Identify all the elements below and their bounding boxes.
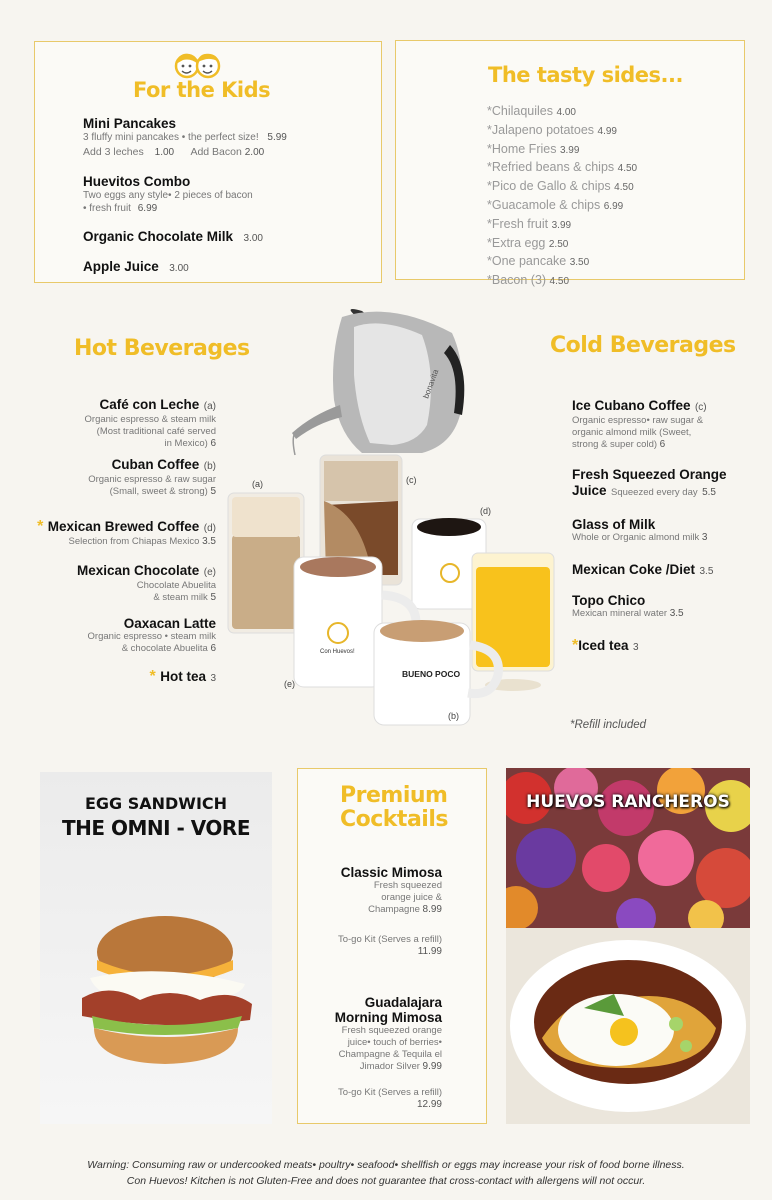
warning-line-1: Warning: Consuming raw or undercooked meats• poultry• seafood• shellfish or eggs may increase your risk of food borne illness. — [87, 1159, 685, 1171]
menu-item: Oaxacan Latte Organic espresso • steam milk & chocolate Abuelita 6 — [87, 616, 216, 654]
side-price: 4.00 — [556, 107, 576, 118]
photo-label-d: (d) — [480, 506, 491, 516]
menu-item: Glass of Milk Whole or Organic almond milk 3 — [572, 517, 708, 543]
cocktails-section — [297, 768, 487, 1124]
menu-item: Ice Cubano Coffee (c) Organic espresso• raw sugar & organic almond milk (Sweet, strong & super cold) 6 — [572, 398, 707, 450]
photo-label-a: (a) — [252, 479, 263, 489]
kettle-brand: bonavita — [421, 368, 441, 400]
orange-juice-glass-image — [472, 553, 554, 691]
menu-item: Mexican Chocolate (e) Chocolate Abuelita & steam milk 5 — [77, 563, 216, 603]
hot-beverages-list — [16, 396, 216, 686]
egg-sandwich-title: EGG SANDWICH — [84, 794, 228, 813]
side-item: *Chilaquiles 4.00 — [487, 104, 576, 118]
rancheros-title: HUEVOS RANCHEROS — [526, 792, 730, 812]
kids-faces-icon — [167, 48, 227, 82]
mug-brand: Con Huevos! — [320, 649, 355, 655]
sides-title: The tasty sides... — [488, 63, 683, 87]
menu-item: Mexican Coke /Diet 3.5 — [572, 562, 714, 577]
addon-price: 2.00 — [244, 146, 265, 158]
menu-item-name: Huevitos Combo — [83, 174, 191, 189]
menu-item: Fresh Squeezed Orange Juice Squeezed every day 5.5 — [572, 467, 727, 498]
photo-label-c: (c) — [406, 475, 417, 485]
side-item: *Refried beans & chips 4.50 — [487, 160, 638, 175]
huevos-rancheros-image — [506, 928, 750, 1124]
side-price: 4.99 — [597, 125, 617, 137]
side-price: 6.99 — [603, 200, 624, 212]
side-item: *Bacon (3) 4.50 — [487, 273, 570, 288]
menu-item-desc: 3 fluffy mini pancakes • the perfect size! — [83, 132, 259, 143]
side-item: *Pico de Gallo & chips 4.50 — [487, 179, 634, 194]
menu-item: Café con Leche (a) Organic espresso & steam milk (Most traditional café served in Mexico) 6 — [84, 397, 216, 449]
side-item: *Extra egg 2.50 — [487, 235, 569, 250]
warning-line-2: Con Huevos! Kitchen is not Gluten-Free and does not guarantee that cross-contact with allergens will not occur. — [126, 1174, 646, 1187]
menu-item-price: 3.00 — [169, 263, 189, 274]
egg-sandwich-image — [70, 912, 260, 1082]
addon-price: 1.00 — [154, 146, 175, 158]
menu-item: * Mexican Brewed Coffee (d) Selection from Chiapas Mexico 3.5 — [37, 518, 216, 547]
menu-item-price: 5.99 — [267, 132, 287, 143]
side-item: *Home Fries 3.99 — [487, 141, 580, 156]
side-price: 2.50 — [548, 238, 569, 250]
menu-item-name: Organic Chocolate Milk — [83, 229, 234, 244]
side-item: *Jalapeno potatoes 4.99 — [487, 122, 617, 137]
menu-item-price: 6.99 — [137, 202, 158, 214]
cafe-con-leche-glass-image — [228, 493, 304, 633]
cold-beverages-list — [572, 397, 762, 655]
mug-b-text: BUENO POCO — [402, 669, 461, 679]
egg-sandwich-photo — [40, 772, 272, 1124]
side-item: *Fresh fruit 3.99 — [487, 216, 572, 231]
cocktail-item: Classic Mimosa Fresh squeezed orange juice & Champagne 8.99 To-go Kit (Serves a refill) 11.99 — [337, 865, 442, 958]
kettle-image — [292, 309, 464, 455]
menu-item-desc: • fresh fruit — [83, 202, 131, 214]
menu-item-name: Apple Juice — [83, 259, 159, 274]
sides-section — [395, 40, 745, 288]
menu-item-name: Mini Pancakes — [83, 116, 177, 131]
cocktails-title-1: Premium — [340, 783, 448, 808]
photo-label-e: (e) — [284, 679, 295, 689]
menu-item: Topo Chico Mexican mineral water 3.5 — [572, 593, 684, 619]
sides-list — [487, 103, 637, 291]
side-price: 4.50 — [614, 182, 634, 194]
cocktail-item: Guadalajara Morning Mimosa Fresh squeezed orange juice• touch of berries• Champagne & Tequila el Jimador Silver 9.99 To-go Kit (Serves a refill) 12.99 — [334, 995, 442, 1110]
menu-item-price: 3.00 — [243, 233, 263, 244]
egg-sandwich-subtitle: THE OMNI - VORE — [61, 816, 250, 840]
side-item: *Guacamole & chips 6.99 — [487, 197, 624, 212]
side-price: 3.99 — [559, 144, 580, 156]
side-price: 3.50 — [569, 257, 590, 269]
side-price: 4.50 — [549, 276, 570, 288]
addon-label: Add Bacon — [190, 145, 242, 158]
beverages-photo — [222, 305, 562, 730]
menu-item: *Iced tea 3 — [572, 637, 639, 654]
huevos-rancheros-photo — [506, 768, 750, 1124]
cold-beverages-title: Cold Beverages — [550, 333, 736, 358]
menu-item: * Hot tea 3 — [149, 668, 216, 685]
menu-item-desc: Two eggs any style• 2 pieces of bacon — [83, 190, 253, 201]
kids-section — [34, 41, 382, 283]
allergen-warning — [0, 1158, 772, 1190]
kids-title: For the Kids — [133, 78, 271, 102]
side-price: 3.99 — [551, 219, 572, 231]
cocktails-title-2: Cocktails — [340, 807, 448, 832]
addon-label: Add 3 leches — [83, 145, 144, 158]
menu-item: Cuban Coffee (b) Organic espresso & raw sugar (Small, sweet & strong) 5 — [88, 457, 216, 497]
side-price: 4.50 — [617, 163, 638, 175]
side-item: *One pancake 3.50 — [487, 254, 590, 269]
photo-label-b: (b) — [448, 711, 459, 721]
refill-note: *Refill included — [570, 719, 647, 731]
hot-beverages-title: Hot Beverages — [74, 336, 250, 361]
